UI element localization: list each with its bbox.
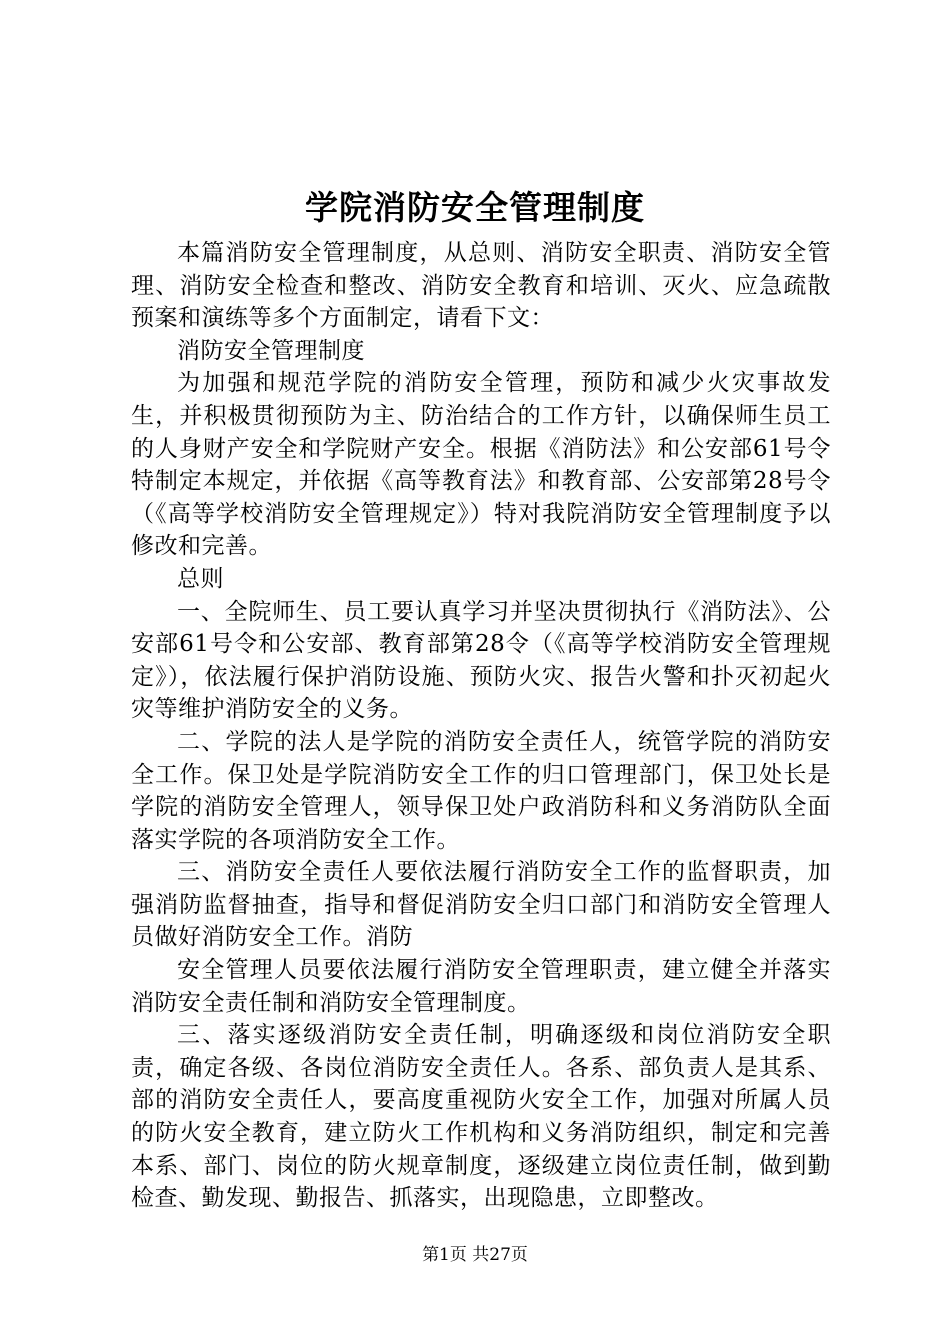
intro-paragraph: 本篇消防安全管理制度，从总则、消防安全职责、消防安全管理、消防安全检查和整改、消防安全教育和培训、灭火、应急疏散预案和演练等多个方面制定，请看下文： xyxy=(131,240,831,332)
article-paragraph: 三、消防安全责任人要依法履行消防安全工作的监督职责，加强消防监督抽查，指导和督促消防安全归口部门和消防安全管理人员做好消防安全工作。消防 xyxy=(131,859,831,951)
article-paragraph: 安全管理人员要依法履行消防安全管理职责，建立健全并落实消防安全责任制和消防安全管理制度。 xyxy=(131,957,831,1016)
document-title: 学院消防安全管理制度 xyxy=(305,188,645,227)
section-heading-general: 总则 xyxy=(177,565,224,592)
page-number-footer: 第1页 共27页 xyxy=(422,1245,528,1265)
article-paragraph: 一、全院师生、员工要认真学习并坚决贯彻执行《消防法》、公安部61号令和公安部、教育部第28令（《高等学校消防安全管理规定》），依法履行保护消防设施、预防火灾、报告火警和扑灭初起火灾等维护消防安全的义务。 xyxy=(131,598,831,723)
document-body xyxy=(131,237,831,1215)
article-paragraph: 二、学院的法人是学院的消防安全责任人，统管学院的消防安全工作。保卫处是学院消防安全工作的归口管理部门，保卫处长是学院的消防安全管理人，领导保卫处户政消防科和义务消防队全面落实学院的各项消防安全工作。 xyxy=(131,728,831,853)
preamble-paragraph: 为加强和规范学院的消防安全管理，预防和减少火灾事故发生，并积极贯彻预防为主、防治结合的工作方针，以确保师生员工的人身财产安全和学院财产安全。根据《消防法》和公安部61号令特制定本规定，并依据《高等教育法》和教育部、公安部第28号令（《高等学校消防安全管理规定》）特对我院消防安全管理制度予以修改和完善。 xyxy=(131,370,831,560)
section-heading: 消防安全管理制度 xyxy=(177,337,365,364)
article-paragraph: 三、落实逐级消防安全责任制，明确逐级和岗位消防安全职责，确定各级、各岗位消防安全责任人。各系、部负责人是其系、部的消防安全责任人，要高度重视防火安全工作，加强对所属人员的防火安全教育，建立防火工作机构和义务消防组织，制定和完善本系、部门、岗位的防火规章制度，逐级建立岗位责任制，做到勤检查、勤发现、勤报告、抓落实，出现隐患，立即整改。 xyxy=(131,1022,831,1212)
